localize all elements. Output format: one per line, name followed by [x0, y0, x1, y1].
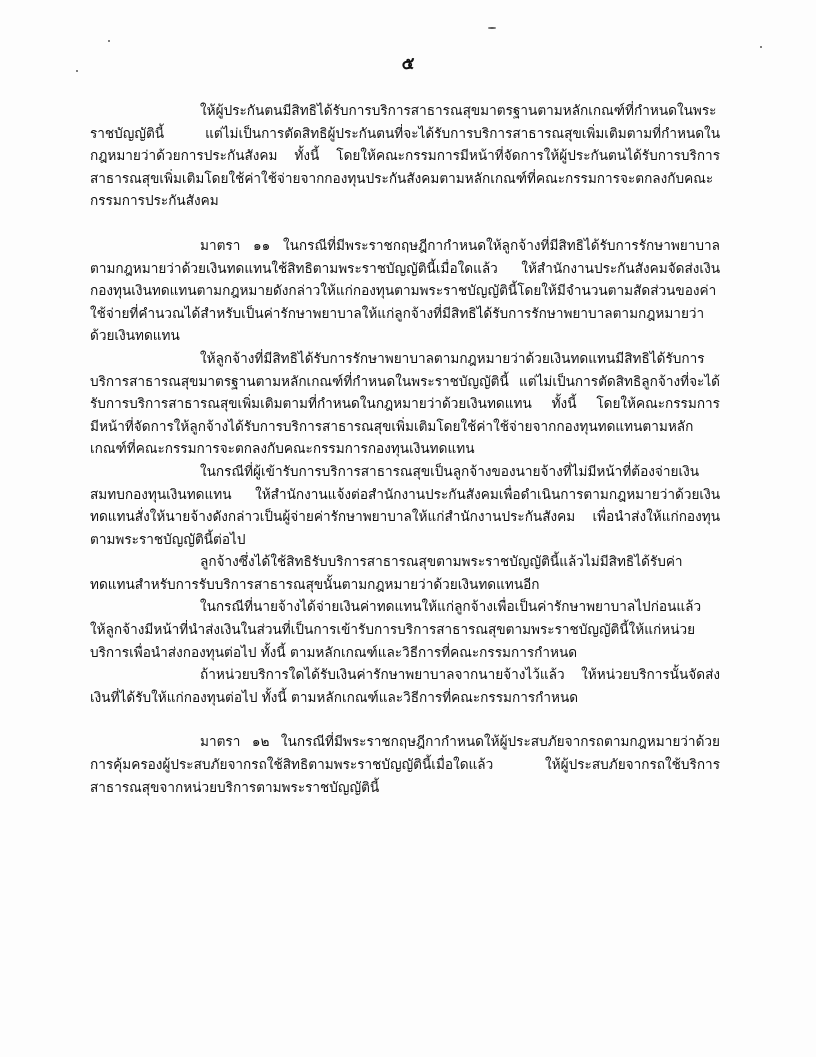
paragraph-section-12: มาตรา ๑๒ ในกรณีที่มีพระราชกฤษฎีกากำหนดให้ผู้ประสบภัยจากรถตามกฎหมายว่าด้วยการคุ้มครองผู้ประสบภัยจากรถใช้สิทธิตามพระราชบัญญัตินี้เมื่อใดแล้ว ให้ผู้ประสบภัยจากรถใช้บริการสาธารณสุขจากหน่วยบริการตามพระราชบัญญัตินี้ — [90, 734, 720, 796]
paragraph-service-unit-remittance: ถ้าหน่วยบริการใดได้รับเงินค่ารักษาพยาบาลจากนายจ้างไว้แล้ว ให้หน่วยบริการนั้นจัดส่งเงินที่ได้รับให้แก่กองทุนต่อไป ทั้งนี้ ตามหลักเกณฑ์และวิธีการที่คณะกรรมการกำหนด — [90, 667, 720, 706]
scan-speck — [760, 46, 762, 48]
paragraph-employer-no-contribution: ในกรณีที่ผู้เข้ารับการบริการสาธารณสุขเป็นลูกจ้างของนายจ้างที่ไม่มีหน้าที่ต้องจ่ายเงินสมทบกองทุนเงินทดแทน ให้สำนักงานแจ้งต่อสำนักงานประกันสังคมเพื่อดำเนินการตามกฎหมายว่าด้วยเงินทดแทนสั่งให้นายจ้างดังกล่าวเป็นผู้จ่ายค่ารักษาพยาบาลให้แก่สำนักงานประกันสังคม เพื่อนำส่งให้แก่กองทุนตามพระราชบัญญัตินี้ต่อไป — [90, 463, 720, 548]
scan-speck — [108, 40, 110, 42]
scan-speck — [488, 27, 496, 29]
paragraph-social-security-rights: ให้ผู้ประกันตนมีสิทธิได้รับการบริการสาธารณสุขมาตรฐานตามหลักเกณฑ์ที่กำหนดในพระราชบัญญัตินี้ แต่ไม่เป็นการตัดสิทธิผู้ประกันตนที่จะได้รับการบริการสาธารณสุขเพิ่มเติมตามที่กำหนดในกฎหมายว่าด้วยการประกันสังคม ทั้งนี้ โดยให้คณะกรรมการมีหน้าที่จัดการให้ผู้ประกันตนได้รับการบริการสาธารณสุขเพิ่มเติมโดยใช้ค่าใช้จ่ายจากกองทุนประกันสังคมตามหลักเกณฑ์ที่คณะกรรมการจะตกลงกับคณะกรรมการประกันสังคม — [90, 103, 720, 210]
paragraph-no-double-compensation: ลูกจ้างซึ่งได้ใช้สิทธิรับบริการสาธารณสุขตามพระราชบัญญัตินี้แล้วไม่มีสิทธิได้รับค่าทดแทนสำหรับการรับบริการสาธารณสุขนั้นตามกฎหมายว่าด้วยเงินทดแทนอีก — [90, 554, 683, 593]
paragraph-section-11: มาตรา ๑๑ ในกรณีที่มีพระราชกฤษฎีกากำหนดให้ลูกจ้างที่มีสิทธิได้รับการรักษาพยาบาลตามกฎหมายว่าด้วยเงินทดแทนใช้สิทธิตามพระราชบัญญัตินี้เมื่อใดแล้ว ให้สำนักงานประกันสังคมจัดส่งเงินกองทุนเงินทดแทนตามกฎหมายดังกล่าวให้แก่กองทุนตามพระราชบัญญัตินี้โดยให้มีจำนวนตามสัดส่วนของค่าใช้จ่ายที่คำนวณได้สำหรับเป็นค่ารักษาพยาบาลให้แก่ลูกจ้างที่มีสิทธิได้รับการรักษาพยาบาลตามกฎหมายว่าด้วยเงินทดแทน — [90, 237, 720, 345]
paragraph-employee-rights: ให้ลูกจ้างที่มีสิทธิได้รับการรักษาพยาบาลตามกฎหมายว่าด้วยเงินทดแทนมีสิทธิได้รับการบริการสาธารณสุขมาตรฐานตามหลักเกณฑ์ที่กำหนดในพระราชบัญญัตินี้ แต่ไม่เป็นการตัดสิทธิลูกจ้างที่จะได้รับการบริการสาธารณสุขเพิ่มเติมตามที่กำหนดในกฎหมายว่าด้วยเงินทดแทน ทั้งนี้ โดยให้คณะกรรมการมีหน้าที่จัดการให้ลูกจ้างได้รับการบริการสาธารณสุขเพิ่มเติมโดยใช้ค่าใช้จ่ายจากกองทุนทดแทนตามหลักเกณฑ์ที่คณะกรรมการจะตกลงกับคณะกรรมการกองทุนเงินทดแทน — [90, 350, 720, 458]
document-body — [90, 100, 720, 799]
page-number: ๕ — [401, 54, 415, 74]
paragraph-employer-paid-advance: ในกรณีที่นายจ้างได้จ่ายเงินค่าทดแทนให้แก่ลูกจ้างเพื่อเป็นค่ารักษาพยาบาลไปก่อนแล้ว ให้ลูกจ้างมีหน้าที่นำส่งเงินในส่วนที่เป็นการเข้ารับการบริการสาธารณสุขตามพระราชบัญญัตินี้ให้แก่หน่วยบริการเพื่อนำส่งกองทุนต่อไป ทั้งนี้ ตามหลักเกณฑ์และวิธีการที่คณะกรรมการกำหนด — [90, 599, 702, 661]
